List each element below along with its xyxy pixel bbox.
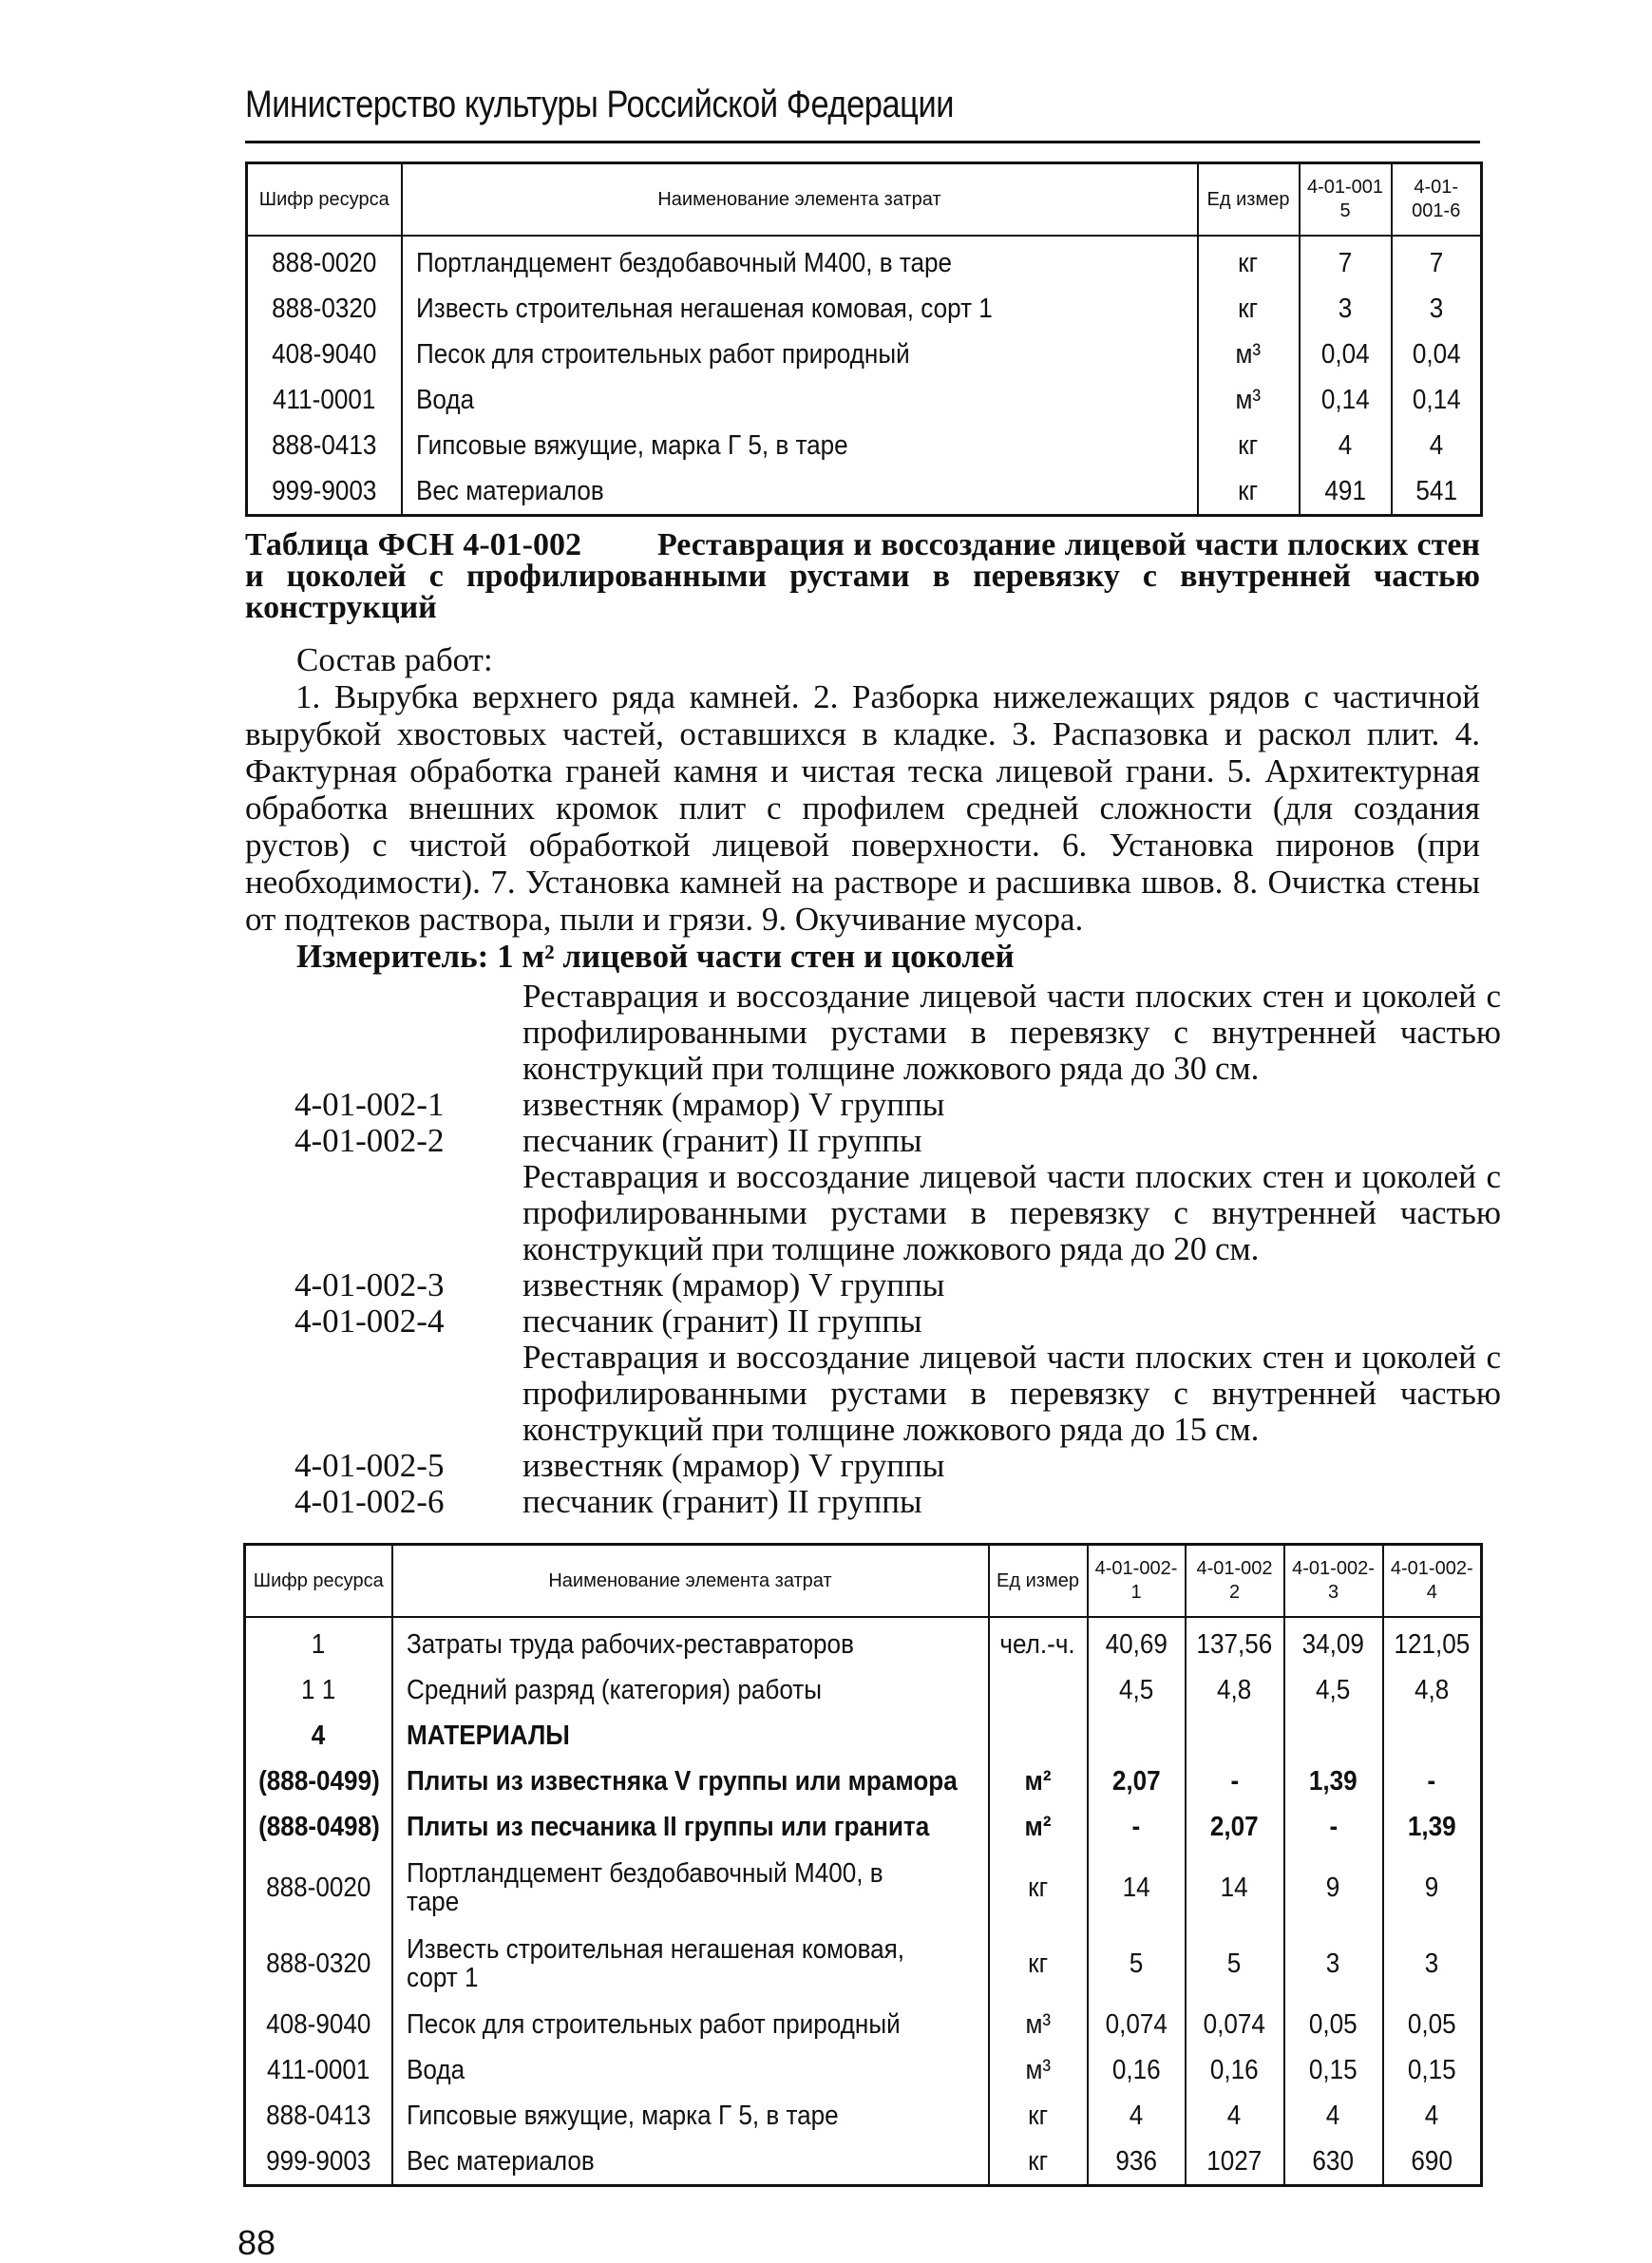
table-row (247, 423, 1482, 468)
work-label: Состав работ: (296, 641, 493, 678)
value-cell (1284, 1713, 1383, 1759)
table-row (247, 468, 1482, 516)
resource-code-cell: 408-9040 (247, 332, 402, 377)
resources-table-4-01-001 (245, 162, 1483, 517)
resource-code-cell: 888-0413 (247, 423, 402, 468)
unit-cell: кг (989, 2139, 1088, 2186)
resource-code-cell: 411-0001 (247, 377, 402, 423)
resource-code-cell: 999-9003 (245, 2139, 392, 2186)
value-cell: - (1383, 1759, 1482, 1804)
value-cell: - (1284, 1804, 1383, 1850)
header-divider (245, 141, 1480, 143)
table-row (245, 2093, 1482, 2139)
col-header-code: Шифр ресурса (245, 1545, 392, 1618)
value-cell: 4 (1383, 2093, 1482, 2139)
resource-code-cell: 888-0413 (245, 2093, 392, 2139)
table-row (245, 2139, 1482, 2186)
table-row (247, 377, 1482, 423)
unit-cell: м² (989, 1804, 1088, 1850)
value-cell: 14 (1186, 1850, 1284, 1926)
resource-code-cell: 999-9003 (247, 468, 402, 516)
resource-code-cell: 888-0020 (245, 1850, 392, 1926)
value-cell: - (1186, 1759, 1284, 1804)
resource-name-cell: Портландцемент бездобавочный М400, в таре (402, 236, 1198, 286)
variant-text: песчаник (гранит) II группы (522, 1122, 922, 1159)
col-header-unit: Ед измер (1198, 163, 1300, 237)
unit-cell: кг (989, 1926, 1088, 2002)
value-cell: 0,04 (1392, 332, 1482, 377)
resources-table-4-01-002 (243, 1543, 1483, 2187)
value-cell: 4,8 (1186, 1667, 1284, 1713)
table-row (247, 236, 1482, 286)
table-row (245, 1926, 1482, 2002)
resource-name-cell: Вода (392, 2047, 989, 2093)
resource-code-cell: 1 1 (245, 1667, 392, 1713)
variant-text: известняк (мрамор) V группы (522, 1266, 945, 1303)
unit-cell: м² (989, 1759, 1088, 1804)
value-cell: 9 (1284, 1850, 1383, 1926)
unit-cell: м³ (989, 2002, 1088, 2047)
value-cell: 1,39 (1284, 1759, 1383, 1804)
value-cell: 0,074 (1186, 2002, 1284, 2047)
value-cell: 3 (1383, 1926, 1482, 2002)
value-cell: 4,8 (1383, 1667, 1482, 1713)
value-cell: 4 (1186, 2093, 1284, 2139)
variant-group-text: Реставрация и воссоздание лицевой части плоских стен и цоколей с профилированными рустами в перевязку с внутренней частью конструкций при толщине ложкового ряда до 20 см. (522, 1158, 1501, 1267)
work-description: 1. Вырубка верхнего ряда камней. 2. Разборка нижележащих рядов с частичной вырубкой хвостовых частей, оставшихся в кладке. 3. Распазовка и раскол плит. 4. Фактурная обработка граней камня и чистая теска лицевой грани. 5. Архитектурная обработка внешних кромок плит с профилем средней сложности (для создания рустов) с чистой обработкой лицевой поверхности. 6. Установка пиронов (при необходимости). 7. Установка камней на растворе и расшивка швов. 8. Очистка стены от подтеков раствора, пыли и грязи. 9. Окучивание мусора. (245, 678, 1480, 938)
col-header-c3: 4-01-002-3 (1284, 1545, 1383, 1618)
variant-code: 4-01-002-2 (294, 1122, 445, 1159)
unit-cell (989, 1713, 1088, 1759)
variant-code: 4-01-002-4 (294, 1303, 445, 1340)
resource-name-cell: Вес материалов (392, 2139, 989, 2186)
table-row (245, 1759, 1482, 1804)
table-header-row (245, 1545, 1482, 1618)
table-title (245, 529, 1480, 623)
value-cell: 4 (1392, 423, 1482, 468)
unit-cell: кг (1198, 236, 1300, 286)
value-cell: 9 (1383, 1850, 1482, 1926)
unit-cell: чел.-ч. (989, 1617, 1088, 1667)
value-cell: 0,074 (1088, 2002, 1186, 2047)
col-header-c1: 4-01-002-1 (1088, 1545, 1186, 1618)
value-cell: 0,15 (1383, 2047, 1482, 2093)
variant-code: 4-01-002-3 (294, 1266, 445, 1303)
value-cell: 7 (1392, 236, 1482, 286)
resource-name-cell: Известь строительная негашеная комовая, сорт 1 (402, 286, 1198, 332)
table-row (245, 1850, 1482, 1926)
unit-cell: кг (989, 1850, 1088, 1926)
measure-unit (296, 938, 1015, 976)
value-cell: 7 (1300, 236, 1392, 286)
value-cell: 4 (1284, 2093, 1383, 2139)
resource-name-cell: Песок для строительных работ природный (402, 332, 1198, 377)
variant-text: песчаник (гранит) II группы (522, 1483, 922, 1520)
variant-text: известняк (мрамор) V группы (522, 1447, 945, 1484)
unit-cell: кг (989, 2093, 1088, 2139)
value-cell: 3 (1284, 1926, 1383, 2002)
value-cell (1383, 1713, 1482, 1759)
value-cell: 1,39 (1383, 1804, 1482, 1850)
value-cell (1186, 1713, 1284, 1759)
measure-text: Измеритель: 1 м² лицевой части стен и цоколей (296, 938, 1015, 975)
variant-item (294, 1303, 1501, 1340)
value-cell (1088, 1713, 1186, 1759)
page-number: 88 (237, 2223, 276, 2262)
table-row (247, 332, 1482, 377)
variant-code: 4-01-002-6 (294, 1483, 445, 1520)
variants-list (294, 979, 1501, 1520)
resource-code-cell: 888-0320 (245, 1926, 392, 2002)
table-row (245, 1713, 1482, 1759)
col-header-c2: 4-01-002 2 (1186, 1545, 1284, 1618)
value-cell: 0,15 (1284, 2047, 1383, 2093)
value-cell: 541 (1392, 468, 1482, 516)
spacer (294, 1340, 522, 1448)
resource-name-cell: Затраты труда рабочих-реставраторов (392, 1617, 989, 1667)
resource-code-cell: (888-0498) (245, 1804, 392, 1850)
table-code: Таблица ФСН 4-01-002 (245, 527, 581, 562)
value-cell: 137,56 (1186, 1617, 1284, 1667)
resource-name-cell: Плиты из известняка V группы или мрамора (392, 1759, 989, 1804)
variant-code: 4-01-002-5 (294, 1447, 445, 1484)
value-cell: 2,07 (1186, 1804, 1284, 1850)
variant-text: песчаник (гранит) II группы (522, 1303, 922, 1340)
unit-cell: м³ (1198, 377, 1300, 423)
table-row (245, 1617, 1482, 1667)
page-header-title: Министерство культуры Российской Федерации (245, 84, 955, 125)
unit-cell (989, 1667, 1088, 1713)
unit-cell: кг (1198, 423, 1300, 468)
variant-group-text: Реставрация и воссоздание лицевой части плоских стен и цоколей с профилированными рустами в перевязку с внутренней частью конструкций при толщине ложкового ряда до 30 см. (522, 978, 1501, 1087)
resource-name-cell: Плиты из песчаника II группы или гранита (392, 1804, 989, 1850)
col-header-name: Наименование элемента затрат (392, 1545, 989, 1618)
value-cell: 40,69 (1088, 1617, 1186, 1667)
value-cell: 4 (1088, 2093, 1186, 2139)
unit-cell: м³ (1198, 332, 1300, 377)
variant-code: 4-01-002-1 (294, 1086, 445, 1123)
value-cell: 4,5 (1088, 1667, 1186, 1713)
value-cell: 491 (1300, 468, 1392, 516)
unit-cell: кг (1198, 286, 1300, 332)
value-cell: 936 (1088, 2139, 1186, 2186)
table-title-text: Реставрация и воссоздание лицевой части плоских стен и цоколей с профилированными рустами в перевязку с внутренней частью конструкций (245, 527, 1480, 625)
variant-text: известняк (мрамор) V группы (522, 1086, 945, 1123)
col-header-unit: Ед измер (989, 1545, 1088, 1618)
variant-item (294, 1087, 1501, 1123)
table-row (245, 2002, 1482, 2047)
variant-group-text: Реставрация и воссоздание лицевой части плоских стен и цоколей с профилированными рустами в перевязку с внутренней частью конструкций при толщине ложкового ряда до 15 см. (522, 1339, 1501, 1448)
resource-name-cell: Гипсовые вяжущие, марка Г 5, в таре (392, 2093, 989, 2139)
resource-name-cell: Средний разряд (категория) работы (392, 1667, 989, 1713)
value-cell: 0,16 (1088, 2047, 1186, 2093)
value-cell: 0,04 (1300, 332, 1392, 377)
value-cell: 3 (1300, 286, 1392, 332)
table-row (245, 2047, 1482, 2093)
variant-group-description (294, 1159, 1501, 1267)
value-cell: 3 (1392, 286, 1482, 332)
resource-name-cell: Вода (402, 377, 1198, 423)
col-header-code: Шифр ресурса (247, 163, 402, 237)
value-cell: 0,14 (1392, 377, 1482, 423)
resource-code-cell: (888-0499) (245, 1759, 392, 1804)
resource-name-cell: Портландцемент бездобавочный М400, в таре (392, 1850, 989, 1926)
value-cell: 0,14 (1300, 377, 1392, 423)
resource-code-cell: 411-0001 (245, 2047, 392, 2093)
resource-name-cell: Известь строительная негашеная комовая, сорт 1 (392, 1926, 989, 2002)
unit-cell: кг (1198, 468, 1300, 516)
table-row (247, 286, 1482, 332)
value-cell: - (1088, 1804, 1186, 1850)
resource-code-cell: 1 (245, 1617, 392, 1667)
value-cell: 2,07 (1088, 1759, 1186, 1804)
resource-name-cell: Вес материалов (402, 468, 1198, 516)
value-cell: 4,5 (1284, 1667, 1383, 1713)
resource-name-cell: Гипсовые вяжущие, марка Г 5, в таре (402, 423, 1198, 468)
resource-name-cell: Песок для строительных работ природный (392, 2002, 989, 2047)
unit-cell: м³ (989, 2047, 1088, 2093)
value-cell: 1027 (1186, 2139, 1284, 2186)
variant-item (294, 1123, 1501, 1159)
col-header-c4: 4-01-002-4 (1383, 1545, 1482, 1618)
resource-code-cell: 408-9040 (245, 2002, 392, 2047)
value-cell: 5 (1088, 1926, 1186, 2002)
value-cell: 0,05 (1284, 2002, 1383, 2047)
variant-item (294, 1267, 1501, 1303)
resource-code-cell: 888-0020 (247, 236, 402, 286)
resource-code-cell: 4 (245, 1713, 392, 1759)
value-cell: 0,16 (1186, 2047, 1284, 2093)
value-cell: 5 (1186, 1926, 1284, 2002)
variant-group-description (294, 1340, 1501, 1448)
value-cell: 14 (1088, 1850, 1186, 1926)
variant-group-description (294, 979, 1501, 1087)
table-row (245, 1667, 1482, 1713)
value-cell: 0,05 (1383, 2002, 1482, 2047)
spacer (294, 979, 522, 1087)
resource-name-cell: МАТЕРИАЛЫ (392, 1713, 989, 1759)
table-row (245, 1804, 1482, 1850)
value-cell: 690 (1383, 2139, 1482, 2186)
col-header-name: Наименование элемента затрат (402, 163, 1198, 237)
table-header-row (247, 163, 1482, 237)
resource-code-cell: 888-0320 (247, 286, 402, 332)
variant-item (294, 1484, 1501, 1520)
spacer (294, 1159, 522, 1267)
col-header-c2: 4-01-001-6 (1392, 163, 1482, 237)
variant-item (294, 1448, 1501, 1484)
value-cell: 4 (1300, 423, 1392, 468)
value-cell: 630 (1284, 2139, 1383, 2186)
value-cell: 121,05 (1383, 1617, 1482, 1667)
value-cell: 34,09 (1284, 1617, 1383, 1667)
col-header-c1: 4-01-001 5 (1300, 163, 1392, 237)
